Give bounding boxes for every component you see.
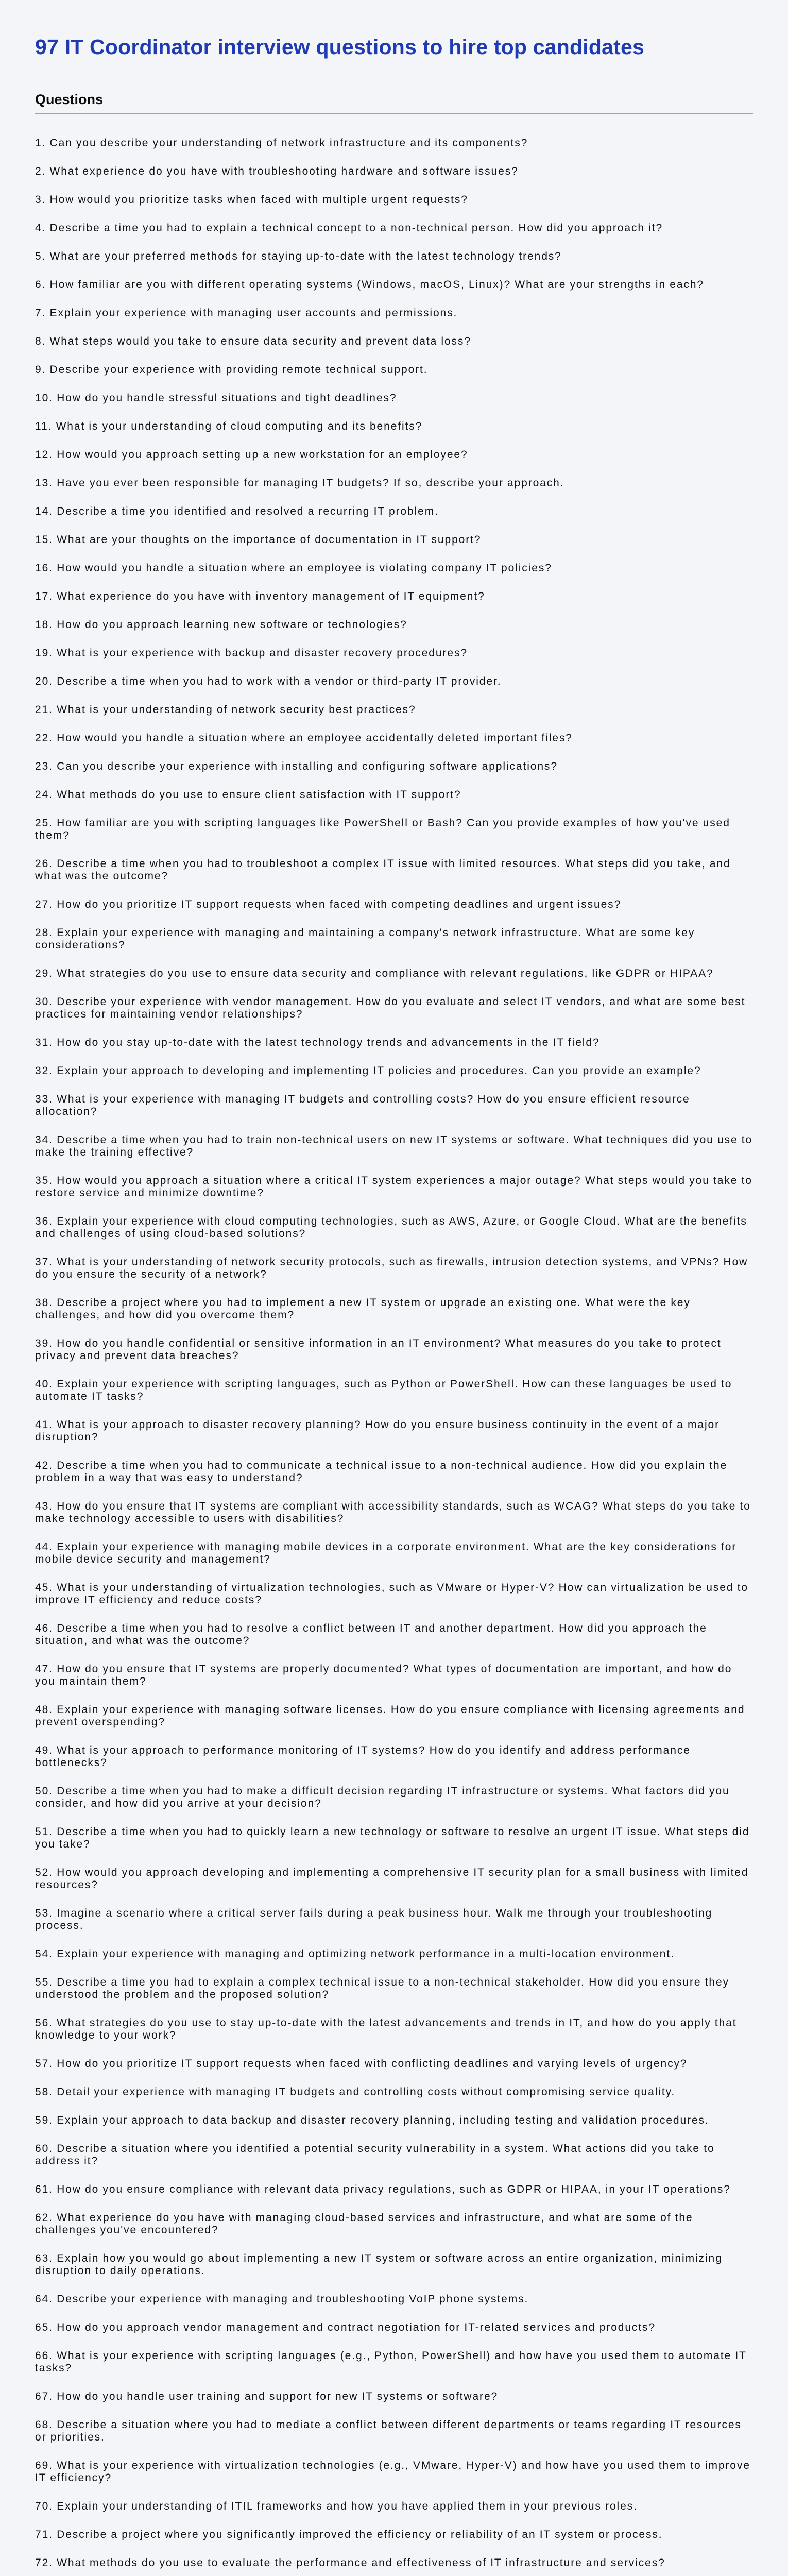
question-item: 59. Explain your approach to data backup and disaster recovery planning, including testing and validation procedures. xyxy=(35,2114,709,2126)
question-item: 18. How do you approach learning new software or technologies? xyxy=(35,619,407,631)
question-item: 60. Describe a situation where you identified a potential security vulnerability in a system. What actions did you take to address it? xyxy=(35,2143,715,2167)
question-item: 19. What is your experience with backup and disaster recovery procedures? xyxy=(35,647,468,659)
question-item: 65. How do you approach vendor management and contract negotiation for IT-related services and products? xyxy=(35,2321,656,2333)
question-item: 41. What is your approach to disaster recovery planning? How do you ensure business continuity in the event of a major disruption? xyxy=(35,1419,720,1443)
question-item: 56. What strategies do you use to stay up-to-date with the latest advancements and trends in IT, and how do you apply that knowledge to your work? xyxy=(35,2017,737,2041)
question-item: 10. How do you handle stressful situations and tight deadlines? xyxy=(35,392,397,404)
question-item: 21. What is your understanding of network security best practices? xyxy=(35,704,416,716)
question-item: 13. Have you ever been responsible for managing IT budgets? If so, describe your approach. xyxy=(35,477,564,489)
question-item: 71. Describe a project where you significantly improved the efficiency or reliability of an IT system or process. xyxy=(35,2529,663,2540)
question-item: 39. How do you handle confidential or sensitive information in an IT environment? What measures do you take to protect privacy and prevent data breaches? xyxy=(35,1337,722,1362)
question-item: 3. How would you prioritize tasks when faced with multiple urgent requests? xyxy=(35,194,468,206)
question-item: 29. What strategies do you use to ensure data security and compliance with relevant regulations, like GDPR or HIPAA? xyxy=(35,968,714,979)
question-item: 43. How do you ensure that IT systems are compliant with accessibility standards, such as WCAG? What steps do you take to make technology accessible to users with disabilities? xyxy=(35,1500,751,1524)
question-item: 42. Describe a time when you had to communicate a technical issue to a non-technical audience. How did you explain the problem in a way that was easy to understand? xyxy=(35,1460,728,1484)
question-item: 40. Explain your experience with scripting languages, such as Python or PowerShell. How can these languages be used to automate IT tasks? xyxy=(35,1378,732,1402)
question-item: 7. Explain your experience with managing user accounts and permissions. xyxy=(35,307,458,319)
question-item: 27. How do you prioritize IT support requests when faced with competing deadlines and urgent issues? xyxy=(35,899,622,910)
question-item: 62. What experience do you have with managing cloud-based services and infrastructure, and what are some of the challenges you've encountered? xyxy=(35,2212,693,2236)
question-item: 47. How do you ensure that IT systems are properly documented? What types of documentation are important, and how do you maintain them? xyxy=(35,1663,732,1687)
question-item: 58. Detail your experience with managing IT budgets and controlling costs without compromising service quality. xyxy=(35,2086,676,2098)
question-item: 12. How would you approach setting up a new workstation for an employee? xyxy=(35,449,468,461)
question-item: 15. What are your thoughts on the importance of documentation in IT support? xyxy=(35,534,482,546)
question-item: 61. How do you ensure compliance with relevant data privacy regulations, such as GDPR or HIPAA, in your IT operations? xyxy=(35,2183,731,2195)
question-item: 38. Describe a project where you had to implement a new IT system or upgrade an existing one. What were the key challenges, and how did you overcome them? xyxy=(35,1297,691,1321)
question-item: 17. What experience do you have with inventory management of IT equipment? xyxy=(35,590,485,602)
question-item: 6. How familiar are you with different operating systems (Windows, macOS, Linux)? What are your strengths in each? xyxy=(35,279,705,291)
question-item: 30. Describe your experience with vendor management. How do you evaluate and select IT vendors, and what are some best practices for maintaining vendor relationships? xyxy=(35,996,746,1020)
question-item: 70. Explain your understanding of ITIL frameworks and how you have applied them in your previous roles. xyxy=(35,2500,638,2512)
question-item: 20. Describe a time when you had to work with a vendor or third-party IT provider. xyxy=(35,675,502,687)
question-item: 63. Explain how you would go about implementing a new IT system or software across an entire organization, minimizing disruption to daily operations. xyxy=(35,2252,723,2277)
question-item: 23. Can you describe your experience with installing and configuring software applications? xyxy=(35,760,558,772)
question-item: 24. What methods do you use to ensure client satisfaction with IT support? xyxy=(35,789,461,801)
question-item: 31. How do you stay up-to-date with the latest technology trends and advancements in the IT field? xyxy=(35,1037,600,1048)
question-item: 48. Explain your experience with managing software licenses. How do you ensure compliance with licensing agreements and prevent overspending? xyxy=(35,1704,745,1728)
page-title: 97 IT Coordinator interview questions to hire top candidates xyxy=(35,35,644,59)
question-item: 55. Describe a time you had to explain a complex technical issue to a non-technical stakeholder. How did you ensure they understood the problem and the proposed solution? xyxy=(35,1976,729,2001)
question-item: 46. Describe a time when you had to resolve a conflict between IT and another department. How did you approach the situation, and what was the outcome? xyxy=(35,1622,707,1647)
question-list xyxy=(35,137,755,2576)
question-item: 57. How do you prioritize IT support requests when faced with conflicting deadlines and varying levels of urgency? xyxy=(35,2058,688,2070)
question-item: 9. Describe your experience with providing remote technical support. xyxy=(35,364,428,376)
question-item: 34. Describe a time when you had to train non-technical users on new IT systems or software. What techniques did you use to make the training effective? xyxy=(35,1134,753,1158)
question-item: 50. Describe a time when you had to make a difficult decision regarding IT infrastructure or systems. What factors did you consider, and how did you arrive at your decision? xyxy=(35,1785,730,1809)
question-item: 14. Describe a time you identified and resolved a recurring IT problem. xyxy=(35,505,439,517)
question-item: 53. Imagine a scenario where a critical server fails during a peak business hour. Walk me through your troubleshooting process. xyxy=(35,1907,713,1931)
question-item: 45. What is your understanding of virtualization technologies, such as VMware or Hyper-V? How can virtualization be used to improve IT efficiency and reduce costs? xyxy=(35,1582,748,1606)
question-item: 5. What are your preferred methods for staying up-to-date with the latest technology trends? xyxy=(35,250,562,262)
question-item: 4. Describe a time you had to explain a technical concept to a non-technical person. How did you approach it? xyxy=(35,222,663,234)
question-item: 36. Explain your experience with cloud computing technologies, such as AWS, Azure, or Google Cloud. What are the benefits and challenges of using cloud-based solutions? xyxy=(35,1215,747,1240)
question-item: 16. How would you handle a situation where an employee is violating company IT policies? xyxy=(35,562,552,574)
question-item: 28. Explain your experience with managing and maintaining a company's network infrastructure. What are some key considerations? xyxy=(35,927,695,951)
question-item: 2. What experience do you have with troubleshooting hardware and software issues? xyxy=(35,165,519,177)
question-item: 8. What steps would you take to ensure data security and prevent data loss? xyxy=(35,335,471,347)
question-item: 51. Describe a time when you had to quickly learn a new technology or software to resolve an urgent IT issue. What steps did you take? xyxy=(35,1826,750,1850)
question-item: 64. Describe your experience with managing and troubleshooting VoIP phone systems. xyxy=(35,2293,529,2305)
question-item: 67. How do you handle user training and support for new IT systems or software? xyxy=(35,2391,499,2402)
question-item: 26. Describe a time when you had to troubleshoot a complex IT issue with limited resources. What steps did you take, and what was the outcome? xyxy=(35,858,731,882)
question-item: 49. What is your approach to performance monitoring of IT systems? How do you identify and address performance bottlenecks? xyxy=(35,1744,691,1769)
question-item: 44. Explain your experience with managing mobile devices in a corporate environment. What are the key considerations for mobile device security and management? xyxy=(35,1541,737,1565)
question-item: 72. What methods do you use to evaluate the performance and effectiveness of IT infrastructure and services? xyxy=(35,2557,665,2569)
question-item: 22. How would you handle a situation where an employee accidentally deleted important files? xyxy=(35,732,573,744)
question-item: 69. What is your experience with virtualization technologies (e.g., VMware, Hyper-V) and how have you used them to improve IT efficiency? xyxy=(35,2460,750,2484)
question-item: 66. What is your experience with scripting languages (e.g., Python, PowerShell) and how have you used them to automate IT tasks? xyxy=(35,2350,747,2374)
question-item: 32. Explain your approach to developing and implementing IT policies and procedures. Can you provide an example? xyxy=(35,1065,701,1077)
question-item: 35. How would you approach a situation where a critical IT system experiences a major outage? What steps would you take to restore service and minimize downtime? xyxy=(35,1175,752,1199)
question-item: 11. What is your understanding of cloud computing and its benefits? xyxy=(35,420,423,432)
question-item: 33. What is your experience with managing IT budgets and controlling costs? How do you ensure efficient resource allocation? xyxy=(35,1093,690,1117)
question-item: 1. Can you describe your understanding of network infrastructure and its components? xyxy=(35,137,528,149)
question-item: 68. Describe a situation where you had to mediate a conflict between different departments or teams regarding IT resources or priorities. xyxy=(35,2419,742,2443)
section-heading-questions: Questions xyxy=(35,92,104,107)
question-item: 52. How would you approach developing and implementing a comprehensive IT security plan for a small business with limited resources? xyxy=(35,1867,749,1891)
question-item: 25. How familiar are you with scripting languages like PowerShell or Bash? Can you provide examples of how you've used them? xyxy=(35,817,730,841)
question-item: 37. What is your understanding of network security protocols, such as firewalls, intrusion detection systems, and VPNs? How do you ensure the security of a network? xyxy=(35,1256,748,1280)
question-item: 54. Explain your experience with managing and optimizing network performance in a multi-location environment. xyxy=(35,1948,675,1960)
section-divider xyxy=(35,113,753,114)
